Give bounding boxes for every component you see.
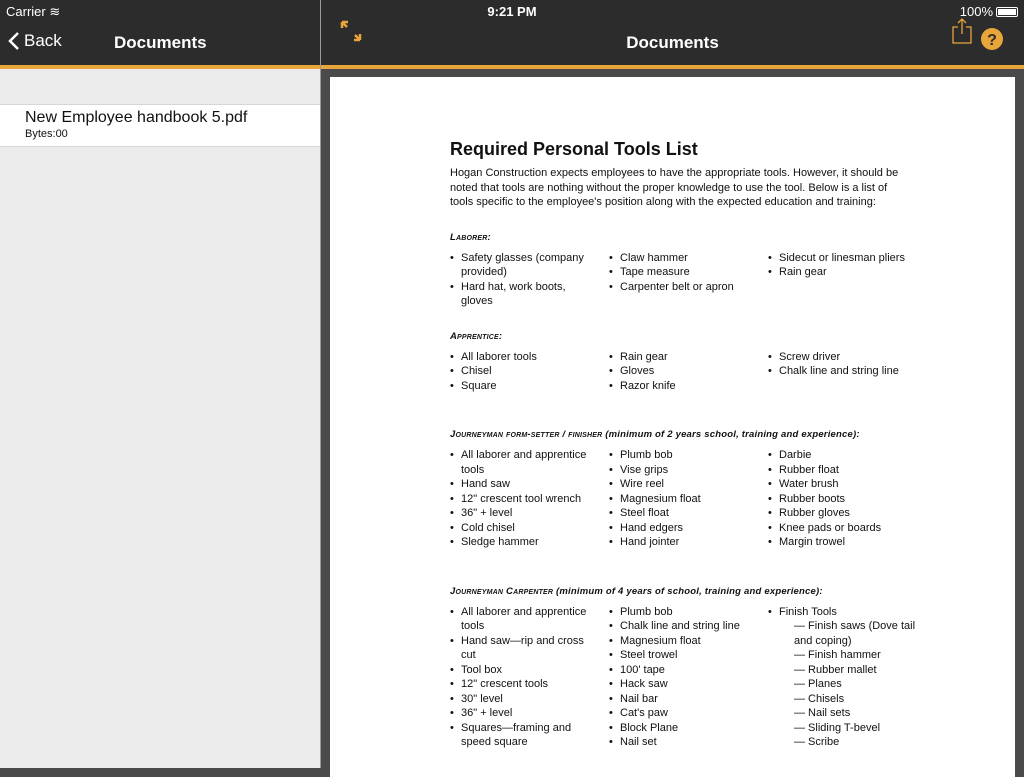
tool-item: • Hand saw bbox=[450, 477, 599, 492]
document-viewer bbox=[321, 0, 1024, 768]
tool-item: • Gloves bbox=[609, 364, 758, 379]
tool-item: • All laborer and apprentice tools bbox=[450, 448, 599, 477]
carrier-label: Carrier ≋ bbox=[6, 4, 61, 19]
tool-item: • All laborer tools bbox=[450, 350, 599, 365]
tool-item: • Wire reel bbox=[609, 477, 758, 492]
tool-item: — Chisels bbox=[794, 692, 845, 705]
section-heading bbox=[450, 232, 1015, 243]
tool-item: • 12" crescent tools bbox=[450, 677, 599, 692]
tool-item: • 36" + level bbox=[450, 706, 599, 721]
tool-item: — Finish hammer bbox=[794, 649, 881, 661]
file-name: New Employee handbook 5.pdf bbox=[25, 109, 248, 126]
tool-column bbox=[450, 605, 609, 750]
section-title: Journeyman Carpenter bbox=[450, 585, 554, 597]
tool-item: • Rubber boots bbox=[768, 492, 917, 507]
doc-section bbox=[450, 586, 1015, 750]
tool-item: • Vise grips bbox=[609, 463, 758, 478]
doc-title: Required Personal Tools List bbox=[450, 139, 698, 159]
tool-column bbox=[768, 251, 927, 309]
tool-item: • Rubber float bbox=[768, 463, 917, 478]
tool-item: • Finish Tools bbox=[768, 605, 917, 620]
back-button[interactable] bbox=[8, 31, 62, 51]
tool-column bbox=[450, 448, 609, 550]
tool-item: — Rubber mallet bbox=[794, 663, 877, 676]
section-note: (minimum of 4 years of school, training and experience): bbox=[553, 585, 823, 597]
doc-section bbox=[450, 232, 1015, 309]
file-bytes: Bytes:00 bbox=[25, 128, 68, 140]
tool-item: • Chalk line and string line bbox=[609, 619, 758, 634]
tool-column bbox=[609, 350, 768, 394]
tool-item: — Planes bbox=[794, 678, 842, 690]
doc-section bbox=[450, 331, 1015, 394]
tool-item: • Steel float bbox=[609, 506, 758, 521]
tool-item: • Hand jointer bbox=[609, 535, 758, 550]
section-heading bbox=[450, 586, 1015, 597]
tool-item: • Steel trowel bbox=[609, 648, 758, 663]
tool-item: • Block Plane bbox=[609, 721, 758, 736]
tool-column bbox=[768, 448, 927, 550]
tool-column bbox=[768, 605, 927, 750]
right-title: Documents bbox=[626, 33, 719, 52]
section-heading bbox=[450, 331, 1015, 342]
tool-item: • Magnesium float bbox=[609, 492, 758, 507]
clock: 9:21 PM bbox=[487, 4, 537, 19]
tool-item: • Claw hammer bbox=[609, 251, 758, 266]
expand-icon[interactable] bbox=[340, 20, 362, 42]
tool-item: — Scribe bbox=[794, 736, 840, 748]
pdf-page[interactable] bbox=[330, 77, 1015, 777]
section-note: (minimum of 2 years school, training and experience): bbox=[602, 429, 860, 440]
tool-item: • Hack saw bbox=[609, 677, 758, 692]
section-title: Apprentice: bbox=[450, 330, 503, 342]
tool-item: • Hand saw—rip and cross cut bbox=[450, 634, 599, 663]
tool-item: • Cat's paw bbox=[609, 706, 758, 721]
tool-column bbox=[609, 448, 768, 550]
chevron-left-icon bbox=[8, 31, 20, 51]
tool-item: • 100' tape bbox=[609, 663, 758, 678]
tool-item: • Chalk line and string line bbox=[768, 364, 917, 379]
section-title: Laborer: bbox=[450, 231, 491, 243]
tool-item: — Sliding T-bevel bbox=[794, 721, 881, 734]
section-heading bbox=[450, 429, 1015, 440]
tool-item: • Safety glasses (company provided) bbox=[450, 251, 599, 280]
battery-icon bbox=[996, 7, 1018, 17]
tool-item: • Hand edgers bbox=[609, 521, 758, 536]
tool-item: • Rubber gloves bbox=[768, 506, 917, 521]
tool-item: • Tool box bbox=[450, 663, 599, 678]
tool-item: • 36" + level bbox=[450, 506, 599, 521]
svg-text:?: ? bbox=[987, 32, 997, 49]
tool-item: • 12" crescent tool wrench bbox=[450, 492, 599, 507]
tool-item: • Cold chisel bbox=[450, 521, 599, 536]
tool-item: • Carpenter belt or apron bbox=[609, 280, 758, 295]
tool-item: • Magnesium float bbox=[609, 634, 758, 649]
tool-item: • Square bbox=[450, 379, 599, 394]
back-label: Back bbox=[24, 31, 62, 50]
tool-item: • Rain gear bbox=[609, 350, 758, 365]
battery-percent: 100% bbox=[959, 4, 993, 19]
tool-item: • Sidecut or linesman pliers bbox=[768, 251, 917, 266]
section-title: Journeyman form-setter / finisher bbox=[450, 429, 603, 440]
left-title: Documents bbox=[114, 33, 207, 52]
tool-item: • Chisel bbox=[450, 364, 599, 379]
wifi-icon: ≋ bbox=[49, 4, 61, 19]
tool-column bbox=[768, 350, 927, 394]
tool-item: • Knee pads or boards bbox=[768, 521, 917, 536]
help-icon[interactable] bbox=[981, 28, 1003, 50]
tool-item: • Sledge hammer bbox=[450, 535, 599, 550]
tool-item: • Squares—framing and speed square bbox=[450, 721, 599, 750]
doc-section bbox=[450, 429, 1015, 550]
tool-item: — Finish saws (Dove tail and coping) bbox=[794, 620, 916, 647]
tool-item: • Hard hat, work boots, gloves bbox=[450, 280, 599, 309]
tool-item: — Nail sets bbox=[794, 707, 851, 719]
tool-item: • Water brush bbox=[768, 477, 917, 492]
tool-item: • Nail set bbox=[609, 735, 758, 750]
document-list-panel bbox=[0, 0, 320, 768]
tool-item: • Plumb bob bbox=[609, 605, 758, 620]
tool-item: • Margin trowel bbox=[768, 535, 917, 550]
tool-item: • Plumb bob bbox=[609, 448, 758, 463]
tool-item: • Screw driver bbox=[768, 350, 917, 365]
tool-item: • Razor knife bbox=[609, 379, 758, 394]
list-item[interactable] bbox=[0, 104, 320, 147]
tool-item: • All laborer and apprentice tools bbox=[450, 605, 599, 634]
tool-column bbox=[609, 605, 768, 750]
status-bar bbox=[0, 0, 1024, 22]
doc-intro: Hogan Construction expects employees to have the appropriate tools. However, it should be noted that tools are nothing without the proper knowledge to use the tool. Below is a list of tools specific to the employee's position along with the expected education and training: bbox=[450, 167, 899, 208]
tool-column bbox=[609, 251, 768, 309]
tool-column bbox=[450, 251, 609, 309]
tool-column bbox=[450, 350, 609, 394]
tool-item: • Nail bar bbox=[609, 692, 758, 707]
tool-item: • 30" level bbox=[450, 692, 599, 707]
tool-item: • Tape measure bbox=[609, 265, 758, 280]
tool-item: • Rain gear bbox=[768, 265, 917, 280]
tool-item: • Darbie bbox=[768, 448, 917, 463]
